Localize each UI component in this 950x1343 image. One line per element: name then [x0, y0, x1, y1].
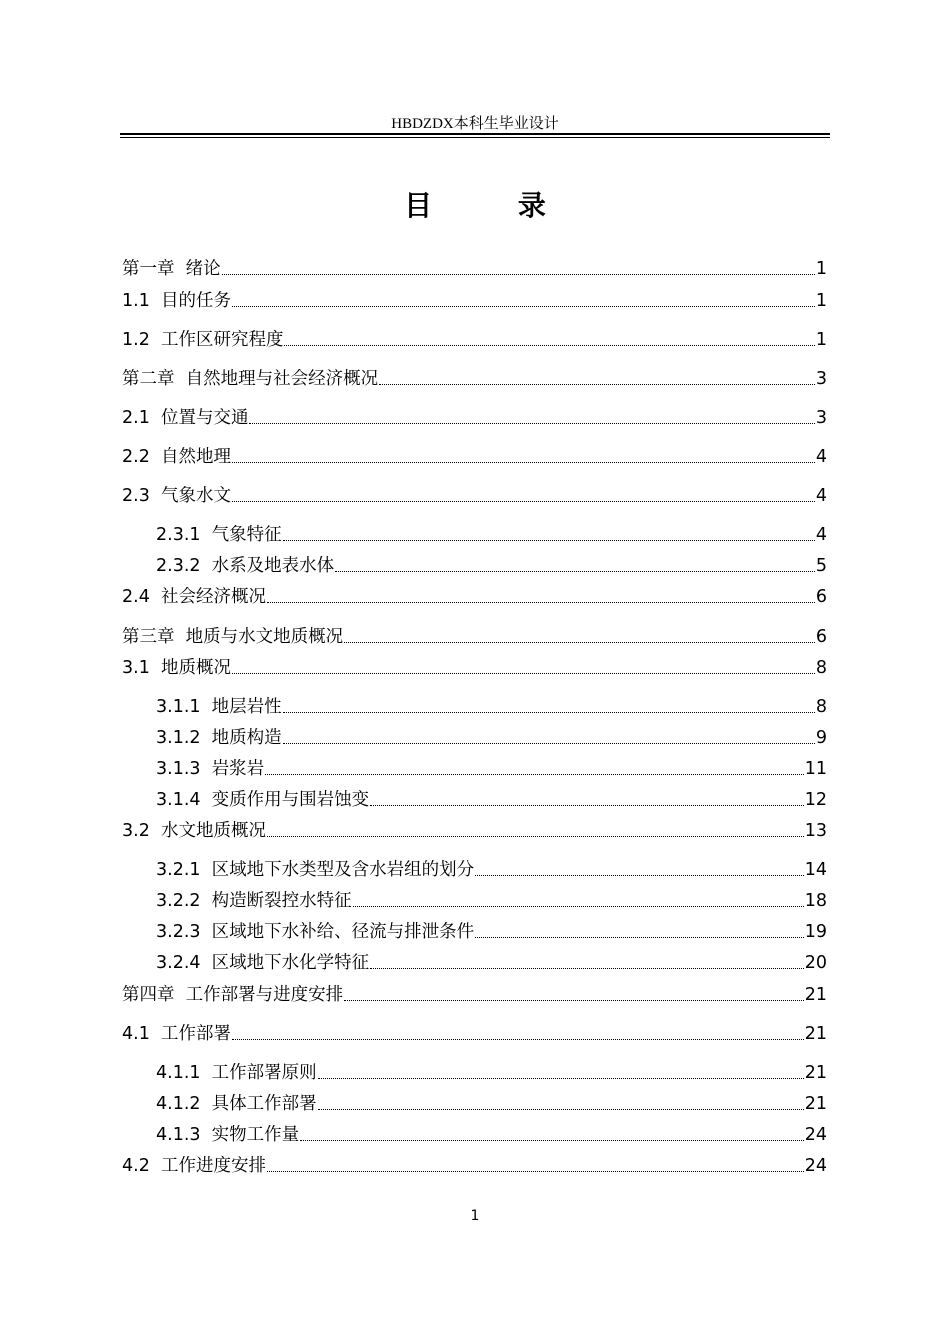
toc-leader-dots — [318, 1108, 804, 1110]
toc-entry-page: 21 — [804, 1063, 827, 1083]
toc-entry-label: 3.2.4 区域地下水化学特征 — [156, 953, 370, 973]
toc-entry-label: 4.2 工作进度安排 — [122, 1156, 266, 1176]
toc-entry[interactable] — [122, 258, 827, 280]
toc-entry[interactable] — [122, 984, 827, 1006]
toc-leader-dots — [283, 711, 815, 713]
toc-entry-label: 第三章 地质与水文地质概况 — [122, 627, 344, 647]
toc-leader-dots — [370, 967, 804, 969]
toc-entry-label: 1.1 目的任务 — [122, 291, 231, 311]
toc-leader-dots — [249, 422, 814, 424]
toc-entry-page: 21 — [804, 985, 827, 1005]
toc-entry-page: 19 — [804, 922, 827, 942]
toc-leader-dots — [232, 672, 815, 674]
toc-entry[interactable] — [122, 290, 827, 312]
toc-entry-page: 3 — [815, 408, 827, 428]
toc-entry-page: 21 — [804, 1094, 827, 1114]
toc-entry[interactable] — [122, 407, 827, 429]
toc-entry[interactable] — [122, 446, 827, 468]
toc-entry[interactable] — [156, 890, 827, 912]
toc-entry[interactable] — [156, 727, 827, 749]
toc-entry-label: 2.3.1 气象特征 — [156, 525, 282, 545]
toc-entry-label: 3.1 地质概况 — [122, 658, 231, 678]
toc-entry-label: 4.1 工作部署 — [122, 1024, 231, 1044]
toc-entry[interactable] — [156, 921, 827, 943]
toc-leader-dots — [370, 804, 804, 806]
toc-entry-label: 2.4 社会经济概况 — [122, 587, 266, 607]
toc-leader-dots — [284, 344, 814, 346]
toc-leader-dots — [265, 773, 804, 775]
toc-title: 目 录 — [404, 189, 584, 222]
toc-leader-dots — [379, 383, 815, 385]
toc-leader-dots — [267, 601, 815, 603]
toc-leader-dots — [267, 835, 804, 837]
toc-entry-label: 3.1.2 地质构造 — [156, 728, 282, 748]
toc-entry-page: 9 — [815, 728, 827, 748]
toc-entry-page: 20 — [804, 953, 827, 973]
toc-entry[interactable] — [122, 626, 827, 648]
toc-entry-page: 24 — [804, 1125, 827, 1145]
toc-entry[interactable] — [122, 820, 827, 842]
toc-entry-label: 1.2 工作区研究程度 — [122, 330, 284, 350]
toc-entry-label: 4.1.1 工作部署原则 — [156, 1063, 317, 1083]
toc-entry-label: 第四章 工作部署与进度安排 — [122, 985, 344, 1005]
toc-leader-dots — [475, 936, 804, 938]
toc-entry-label: 3.2.2 构造断裂控水特征 — [156, 891, 352, 911]
toc-entry-page: 5 — [815, 556, 827, 576]
toc-leader-dots — [232, 1038, 804, 1040]
page-header: HBDZDX本科生毕业设计 — [391, 116, 559, 132]
toc-entry-label: 3.2.3 区域地下水补给、径流与排泄条件 — [156, 922, 475, 942]
toc-entry[interactable] — [122, 586, 827, 608]
toc-entry-label: 3.1.1 地层岩性 — [156, 697, 282, 717]
toc-leader-dots — [267, 1170, 804, 1172]
toc-entry-page: 3 — [815, 369, 827, 389]
toc-entry-label: 3.1.3 岩浆岩 — [156, 759, 265, 779]
toc-entry-label: 3.1.4 变质作用与围岩蚀变 — [156, 790, 370, 810]
toc-leader-dots — [283, 742, 815, 744]
toc-entry-page: 8 — [815, 658, 827, 678]
toc-leader-dots — [344, 999, 804, 1001]
toc-leader-dots — [475, 874, 804, 876]
toc-entry[interactable] — [156, 952, 827, 974]
toc-entry[interactable] — [156, 1062, 827, 1084]
toc-entry-page: 12 — [804, 790, 827, 810]
toc-leader-dots — [344, 641, 815, 643]
toc-leader-dots — [232, 305, 815, 307]
toc-leader-dots — [283, 539, 815, 541]
toc-entry[interactable] — [122, 329, 827, 351]
toc-entry-page: 11 — [804, 759, 827, 779]
toc-entry-label: 2.1 位置与交通 — [122, 408, 249, 428]
toc-entry-page: 4 — [815, 447, 827, 467]
toc-entry[interactable] — [156, 555, 827, 577]
toc-entry[interactable] — [156, 1124, 827, 1146]
toc-entry[interactable] — [122, 368, 827, 390]
toc-entry-label: 4.1.2 具体工作部署 — [156, 1094, 317, 1114]
toc-entry[interactable] — [156, 696, 827, 718]
toc-entry-label: 3.2.1 区域地下水类型及含水岩组的划分 — [156, 860, 475, 880]
toc-leader-dots — [353, 905, 804, 907]
toc-entry[interactable] — [122, 657, 827, 679]
toc-leader-dots — [335, 570, 815, 572]
toc-entry-page: 1 — [815, 330, 827, 350]
toc-entry-page: 6 — [815, 627, 827, 647]
toc-entry[interactable] — [156, 524, 827, 546]
toc-entry-label: 2.3.2 水系及地表水体 — [156, 556, 335, 576]
toc-leader-dots — [232, 500, 815, 502]
toc-entry-label: 2.2 自然地理 — [122, 447, 231, 467]
page-number: 1 — [470, 1208, 480, 1224]
toc-entry-page: 13 — [804, 821, 827, 841]
toc-entry-page: 24 — [804, 1156, 827, 1176]
toc-entry-label: 第二章 自然地理与社会经济概况 — [122, 369, 379, 389]
toc-leader-dots — [232, 461, 815, 463]
toc-entry-page: 1 — [815, 291, 827, 311]
toc-entry-page: 4 — [815, 525, 827, 545]
toc-entry-label: 2.3 气象水文 — [122, 486, 231, 506]
toc-entry-page: 14 — [804, 860, 827, 880]
toc-entry[interactable] — [156, 859, 827, 881]
toc-leader-dots — [318, 1077, 804, 1079]
toc-entry-page: 21 — [804, 1024, 827, 1044]
toc-entry[interactable] — [156, 1093, 827, 1115]
toc-entry[interactable] — [122, 1023, 827, 1045]
toc-entry-label: 第一章 绪论 — [122, 259, 221, 279]
toc-entry-page: 18 — [804, 891, 827, 911]
toc-entry[interactable] — [156, 789, 827, 811]
toc-entry-page: 8 — [815, 697, 827, 717]
toc-entry-page: 6 — [815, 587, 827, 607]
toc-entry-label: 3.2 水文地质概况 — [122, 821, 266, 841]
toc-entry[interactable] — [122, 485, 827, 507]
toc-entry[interactable] — [122, 1155, 827, 1177]
toc-leader-dots — [222, 273, 815, 275]
toc-entry[interactable] — [156, 758, 827, 780]
toc-entry-page: 1 — [815, 259, 827, 279]
toc-entry-page: 4 — [815, 486, 827, 506]
toc-entry-label: 4.1.3 实物工作量 — [156, 1125, 300, 1145]
toc-leader-dots — [300, 1139, 804, 1141]
